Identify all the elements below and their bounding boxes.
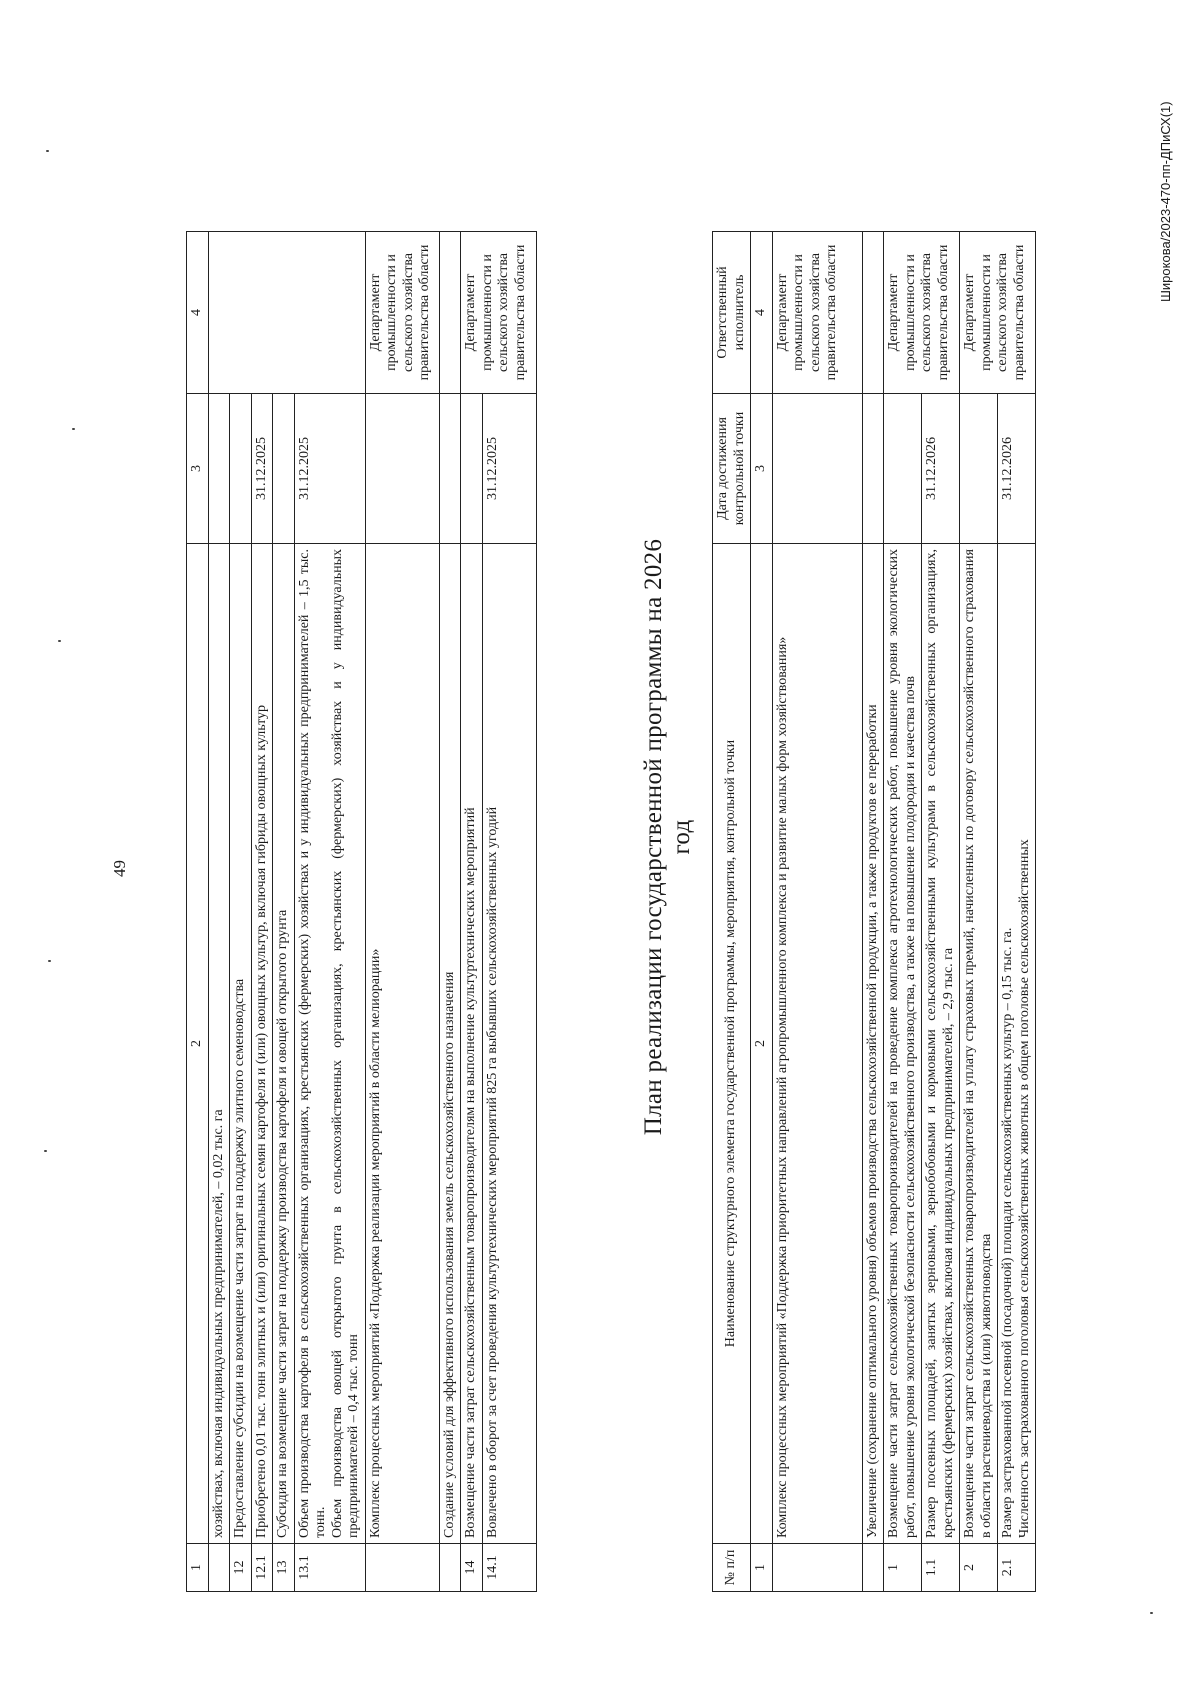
- column-number: 2: [187, 544, 209, 1544]
- row-text: [998, 544, 1036, 1544]
- row-executor: Департамент промышленности и сельского хозяйства правительства области: [365, 232, 439, 394]
- row-date: 31.12.2026: [998, 394, 1036, 544]
- row-text: Комплекс процессных мероприятий «Поддержка реализации мероприятий в области мелиорации»: [365, 544, 439, 1544]
- column-header-date: Дата достижения контрольной точки: [713, 394, 751, 544]
- row-text-line: Объем производства картофеля в сельскохозяйственных организациях, крестьянских (фермерских) хозяйствах и у индивидуальных предпринимателей – 1,5 тыс. тонн.: [296, 549, 329, 1538]
- row-text: хозяйствах, включая индивидуальных предпринимателей, – 0,02 тыс. га: [208, 544, 230, 1544]
- column-number: 3: [751, 394, 773, 544]
- row-text: Возмещение части затрат сельскохозяйственных товаропроизводителей на проведение комплекса агротехнологических работ, повышение уровня экологических работ, повышение уровня экологической безопасности сельскохозяйственного производства, а также на повышение плодородия и качества почв: [884, 544, 922, 1544]
- table-continuation: [186, 231, 537, 1592]
- row-text: Приобретено 0,01 тыс. тонн элитных и (или) оригинальных семян картофеля и (или) овощных культур, включая гибриды овощных культур: [251, 544, 273, 1544]
- row-text-line: Численность застрахованного поголовья сельскохозяйственных животных в общем поголовье сельскохозяйственных: [1016, 839, 1032, 1538]
- scan-speck: [48, 960, 51, 962]
- column-number: 2: [751, 544, 773, 1544]
- table-row: [365, 232, 439, 1592]
- table-row: [461, 232, 483, 1592]
- row-number: [208, 1544, 230, 1592]
- column-number: 4: [751, 232, 773, 394]
- row-number: 2.1: [998, 1544, 1036, 1592]
- scan-speck: [72, 428, 75, 430]
- table-header-row: [713, 232, 751, 1592]
- row-date: [365, 394, 439, 544]
- column-number: 1: [187, 1544, 209, 1592]
- row-executor: Департамент промышленности и сельского хозяйства правительства области: [960, 232, 1036, 394]
- table-row: [439, 232, 461, 1592]
- row-text: Комплекс процессных мероприятий «Поддержка приоритетных направлений агропромышленного комплекса и развитие малых форм хозяйствования»: [772, 544, 862, 1544]
- row-number: 12.1: [251, 1544, 273, 1592]
- column-header-name: Наименование структурного элемента государственной программы, мероприятия, контрольной точки: [713, 544, 751, 1544]
- table-row: [960, 232, 998, 1592]
- row-date: [772, 394, 862, 544]
- row-executor: [439, 232, 461, 394]
- row-number: 1.1: [922, 1544, 960, 1592]
- table-row: [862, 232, 884, 1592]
- scan-speck: [46, 150, 49, 152]
- table-row: [922, 232, 960, 1592]
- row-text: Вовлечено в оборот за счет проведения культуртехнических мероприятий 825 га выбывших сельскохозяйственных угодий: [482, 544, 536, 1544]
- row-executor: Департамент промышленности и сельского хозяйства правительства области: [884, 232, 960, 394]
- table-column-numbers-row: [751, 232, 773, 1592]
- row-number: [365, 1544, 439, 1592]
- table-row: [208, 232, 230, 1592]
- row-text: Создание условий для эффективного использования земель сельскохозяйственного назначения: [439, 544, 461, 1544]
- column-number: 4: [187, 232, 209, 394]
- row-number: 13.1: [294, 1544, 365, 1592]
- row-date: [960, 394, 998, 544]
- row-date: [208, 394, 230, 544]
- row-text: Увеличение (сохранение оптимального уровня) объемов производства сельскохозяйственной продукции, а также продуктов ее переработки: [862, 544, 884, 1544]
- row-text-line: Объем производства овощей открытого грунта в сельскохозяйственных организациях, крестьянских (фермерских) хозяйствах и у индивидуальных предпринимателей – 0,4 тыс. тонн: [329, 549, 362, 1538]
- scan-speck: [44, 1150, 47, 1152]
- row-text: Предоставление субсидии на возмещение части затрат на поддержку элитного семеноводства: [230, 544, 252, 1544]
- column-header-number: № п/п: [713, 1544, 751, 1592]
- row-number: 14: [461, 1544, 483, 1592]
- row-date: [273, 394, 295, 544]
- table-row: [884, 232, 922, 1592]
- scan-speck: [1150, 1612, 1153, 1614]
- row-number: 14.1: [482, 1544, 536, 1592]
- row-executor: Департамент промышленности и сельского хозяйства правительства области: [772, 232, 862, 394]
- row-number: 2: [960, 1544, 998, 1592]
- column-number: 3: [187, 394, 209, 544]
- row-text: Возмещение части затрат сельскохозяйственным товаропроизводителям на выполнение культуртехнических мероприятий: [461, 544, 483, 1544]
- scan-speck: [58, 640, 61, 642]
- row-date: [461, 394, 483, 544]
- row-date: 31.12.2025: [251, 394, 273, 544]
- row-number: 12: [230, 1544, 252, 1592]
- row-text: Размер посевных площадей, занятых зерновыми, зернобобовыми и кормовыми сельскохозяйственными культурами в сельскохозяйственных организациях, крестьянских (фермерских) хозяйствах, включая индивидуальных предпринимателей, – 2,9 тыс. га: [922, 544, 960, 1544]
- row-number: [862, 1544, 884, 1592]
- row-date: [862, 394, 884, 544]
- row-number: 13: [273, 1544, 295, 1592]
- row-number: [439, 1544, 461, 1592]
- table-row: [273, 232, 295, 1592]
- table-row: [294, 232, 365, 1592]
- row-executor: [208, 232, 365, 394]
- row-text: [294, 544, 365, 1544]
- row-executor: [862, 232, 884, 394]
- row-date: [230, 394, 252, 544]
- document-footer-code: Широкова/2023-470-пп-ДПиСХ(1): [1158, 101, 1173, 302]
- row-executor: Департамент промышленности и сельского хозяйства правительства области: [461, 232, 537, 394]
- row-date: 31.12.2025: [294, 394, 365, 544]
- implementation-plan-table: [712, 231, 1036, 1592]
- row-text: Субсидия на возмещение части затрат на поддержку производства картофеля и овощей открытого грунта: [273, 544, 295, 1544]
- table-row: [251, 232, 273, 1592]
- table-row: [482, 232, 536, 1592]
- table-row: [772, 232, 862, 1592]
- row-text: Возмещение части затрат сельскохозяйственных товаропроизводителей на уплату страховых премий, начисленных по договору сельскохозяйственного страхования в области растениеводства и (или) животноводства: [960, 544, 998, 1544]
- row-date: [439, 394, 461, 544]
- column-number: 1: [751, 1544, 773, 1592]
- table-header-row: [187, 232, 209, 1592]
- section-heading: План реализации государственной программы на 2026 год: [640, 538, 695, 1136]
- row-number: 1: [884, 1544, 922, 1592]
- column-header-executor: Ответственный исполнитель: [713, 232, 751, 394]
- page-number: 49: [110, 860, 129, 877]
- row-date: 31.12.2026: [922, 394, 960, 544]
- row-date: [884, 394, 922, 544]
- table-row: [230, 232, 252, 1592]
- row-number: [772, 1544, 862, 1592]
- row-text-line: Размер застрахованной посевной (посадочной) площади сельскохозяйственных культур – 0,15 тыс. га.: [1000, 927, 1016, 1538]
- table-row: [998, 232, 1036, 1592]
- row-date: 31.12.2025: [482, 394, 536, 544]
